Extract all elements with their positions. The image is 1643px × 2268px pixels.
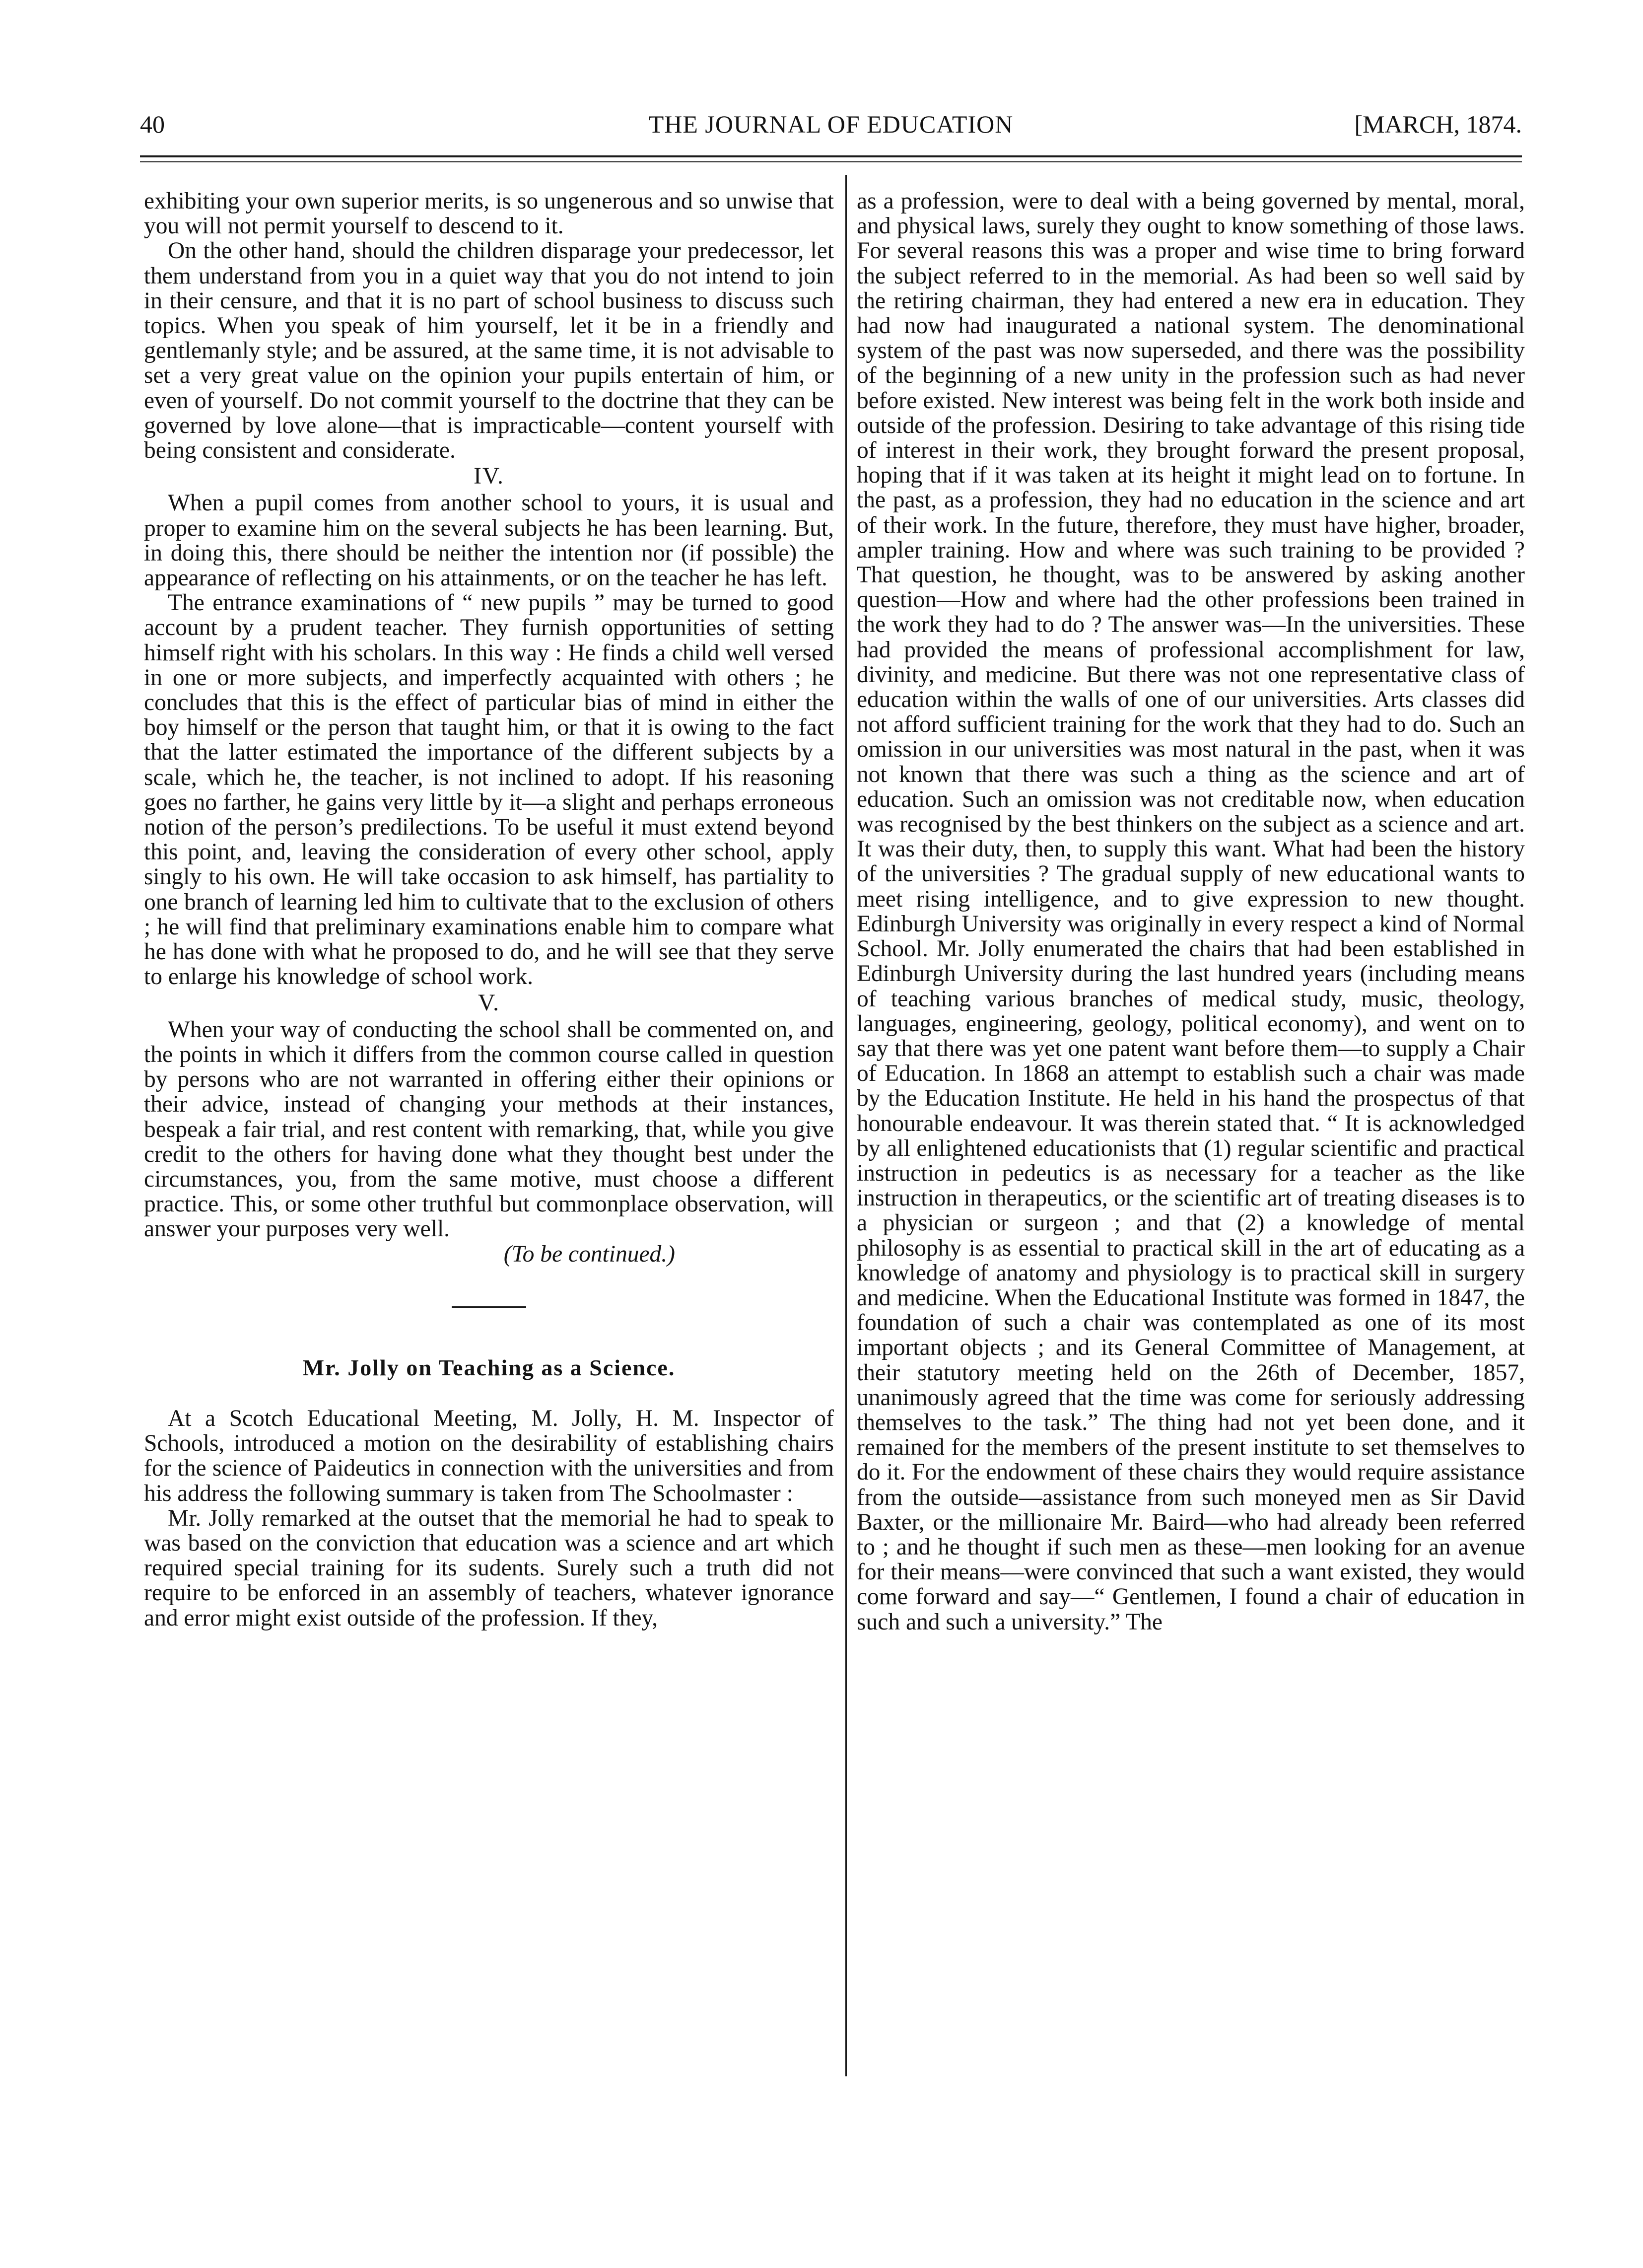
to-be-continued: (To be continued.)	[503, 1241, 675, 1267]
header-rule-thin	[140, 161, 1522, 162]
article-separator	[452, 1306, 526, 1308]
header-rule-thick	[140, 155, 1522, 157]
paragraph: At a Scotch Educational Meeting, M. Jolly, H. M. Inspector of Schools, introduced a motion on the desirability of establishing chairs for the science of Paideutics in connection with the universities and from his address the following summary is taken from The Schoolmaster :	[144, 1405, 834, 1506]
paragraph: Mr. Jolly remarked at the outset that the memorial he had to speak to was based on the conviction that education was a science and art which required special training for its sudents. Surely such a truth did not require to be enforced in an assembly of teachers, whatever ignorance and error might exist outside of the profession. If they,	[144, 1505, 834, 1631]
paragraph: When a pupil comes from another school to yours, it is usual and proper to examine him on the several subjects he has been learning. But, in doing this, there should be neither the intention nor (if possible) the appearance of reflecting on his attainments, or on the teacher he has left.	[144, 490, 834, 591]
issue-date: [MARCH, 1874.	[1354, 110, 1522, 138]
column-divider	[845, 175, 847, 2076]
journal-title: THE JOURNAL OF EDUCATION	[648, 110, 1014, 138]
section-heading-iv: IV.	[474, 463, 504, 490]
paragraph: The entrance examinations of “ new pupils ” may be turned to good account by a prudent teacher. They furnish opportunities of setting himself right with his scholars. In this way : He finds a child well versed in one or more subjects, and imperfectly acquainted with others ; he concludes that this is the effect of particular bias of mind in either the boy himself or the person that taught him, or that it is owing to the fact that the latter estimated the importance of the different subjects by a scale, which he, the teacher, is not inclined to adopt. If his reasoning goes no farther, he gains very little by it—a slight and perhaps erroneous notion of the person’s predilections. To be useful it must extend beyond this point, and, leaving the consideration of every other school, apply singly to his own. He will take occasion to ask himself, has partiality to one branch of learning led him to cultivate that to the exclusion of others ; he will find that preliminary examinations enable him to compare what he has done with what he proposed to do, and he will see that they serve to enlarge his knowledge of school work.	[144, 590, 834, 990]
left-column	[144, 189, 834, 1630]
right-column	[857, 189, 1525, 1634]
page-header	[140, 107, 1522, 142]
page-number: 40	[140, 110, 165, 138]
paragraph: exhibiting your own superior merits, is so ungenerous and so unwise that you will not permit yourself to descend to it.	[144, 188, 834, 239]
paragraph: as a profession, were to deal with a being governed by mental, moral, and physical laws, surely they ought to know something of those laws. For several reasons this was a proper and wise time to bring forward the subject referred to in the memorial. As had been so well said by the retiring chairman, they had entered a new era in education. They had now had inaugurated a national system. The denominational system of the past was now superseded, and there was the possibility of the beginning of a new unity in the profession such as had never before existed. New interest was being felt in the work both inside and outside of the profession. Desiring to take advantage of this rising tide of interest in their work, they brought forward the present proposal, hoping that if it was taken at its height it might lead on to fortune. In the past, as a profession, they had no education in the science and art of their work. In the future, therefore, they must have higher, broader, ampler training. How and where was such training to be provided ? That question, he thought, was to be answered by asking another question—How and where had the other professions been trained in the work they had to do ? The answer was—In the universities. These had provided the means of professional accomplishment for law, divinity, and medicine. But there was not one representative class of education within the walls of one of our universities. Arts classes did not afford sufficient training for the work that they had to do. Such an omission in our universities was most natural in the past, when it was not known that there was such a thing as the science and art of education. Such an omission was not creditable now, when education was recognised by the best thinkers on the subject as a science and art. It was their duty, then, to supply this want. What had been the history of the universities ? The gradual supply of new educational wants to meet rising intelligence, and to give expression to new thought. Edinburgh University was originally in every respect a kind of Normal School. Mr. Jolly enumerated the chairs that had been established in Edinburgh University during the last hundred years (including means of teaching various branches of medical study, music, theology, languages, engineering, geology, political economy), and went on to say that there was yet one patent want before them—to supply a Chair of Education. In 1868 an attempt to establish such a chair was made by the Education Institute. He held in his hand the prospectus of that honourable endeavour. It was therein stated that. “ It is acknowledged by all enlightened educationists that (1) regular scientific and practical instruction in pedeutics is as necessary for a teacher as the like instruction in therapeutics, or the scientific art of treating diseases is to a physician or surgeon ; and that (2) a knowledge of mental philosophy is as essential to practical skill in the art of educating as a knowledge of anatomy and physiology is to practical skill in surgery and medicine. When the Educational Institute was formed in 1847, the foundation of such a chair was contemplated as one of its most important objects ; and its General Committee of Management, at their statutory meeting held on the 26th of December, 1857, unanimously agreed that the time was come for seriously addressing themselves to the task.” The thing had not yet been done, and it remained for the members of the present institute to set themselves to do it. For the endowment of these chairs they would require assistance from the outside—assistance from such moneyed men as Sir David Baxter, or the millionaire Mr. Baird—who had already been referred to ; and he thought if such men as these—men looking for an avenue for their means—were convinced that such a want existed, they would come forward and say—“ Gentlemen, I found a chair of education in such and such a university.” The	[857, 188, 1525, 1635]
article-title: Mr. Jolly on Teaching as a Science.	[302, 1354, 676, 1380]
section-heading-v: V.	[478, 990, 500, 1016]
paragraph: On the other hand, should the children disparage your predecessor, let them understand from you in a quiet way that you do not intend to join in their censure, and that it is no part of school business to discuss such topics. When you speak of him yourself, let it be in a friendly and gentlemanly style; and be assured, at the same time, it is not advisable to set a very great value on the opinion your pupils entertain of him, or even of yourself. Do not commit yourself to the doctrine that they can be governed by love alone—that is impracticable—content yourself with being consistent and considerate.	[144, 238, 834, 464]
paragraph: When your way of conducting the school shall be commented on, and the points in which it differs from the common course called in question by persons who are not warranted in offering either their opinions or their advice, instead of changing your methods at their instances, bespeak a fair trial, and rest content with remarking, that, while you give credit to the others for having done what they thought best under the circumstances, you, from the same motive, must choose a different practice. This, or some other truthful but commonplace observation, will answer your purposes very well.	[144, 1016, 834, 1242]
